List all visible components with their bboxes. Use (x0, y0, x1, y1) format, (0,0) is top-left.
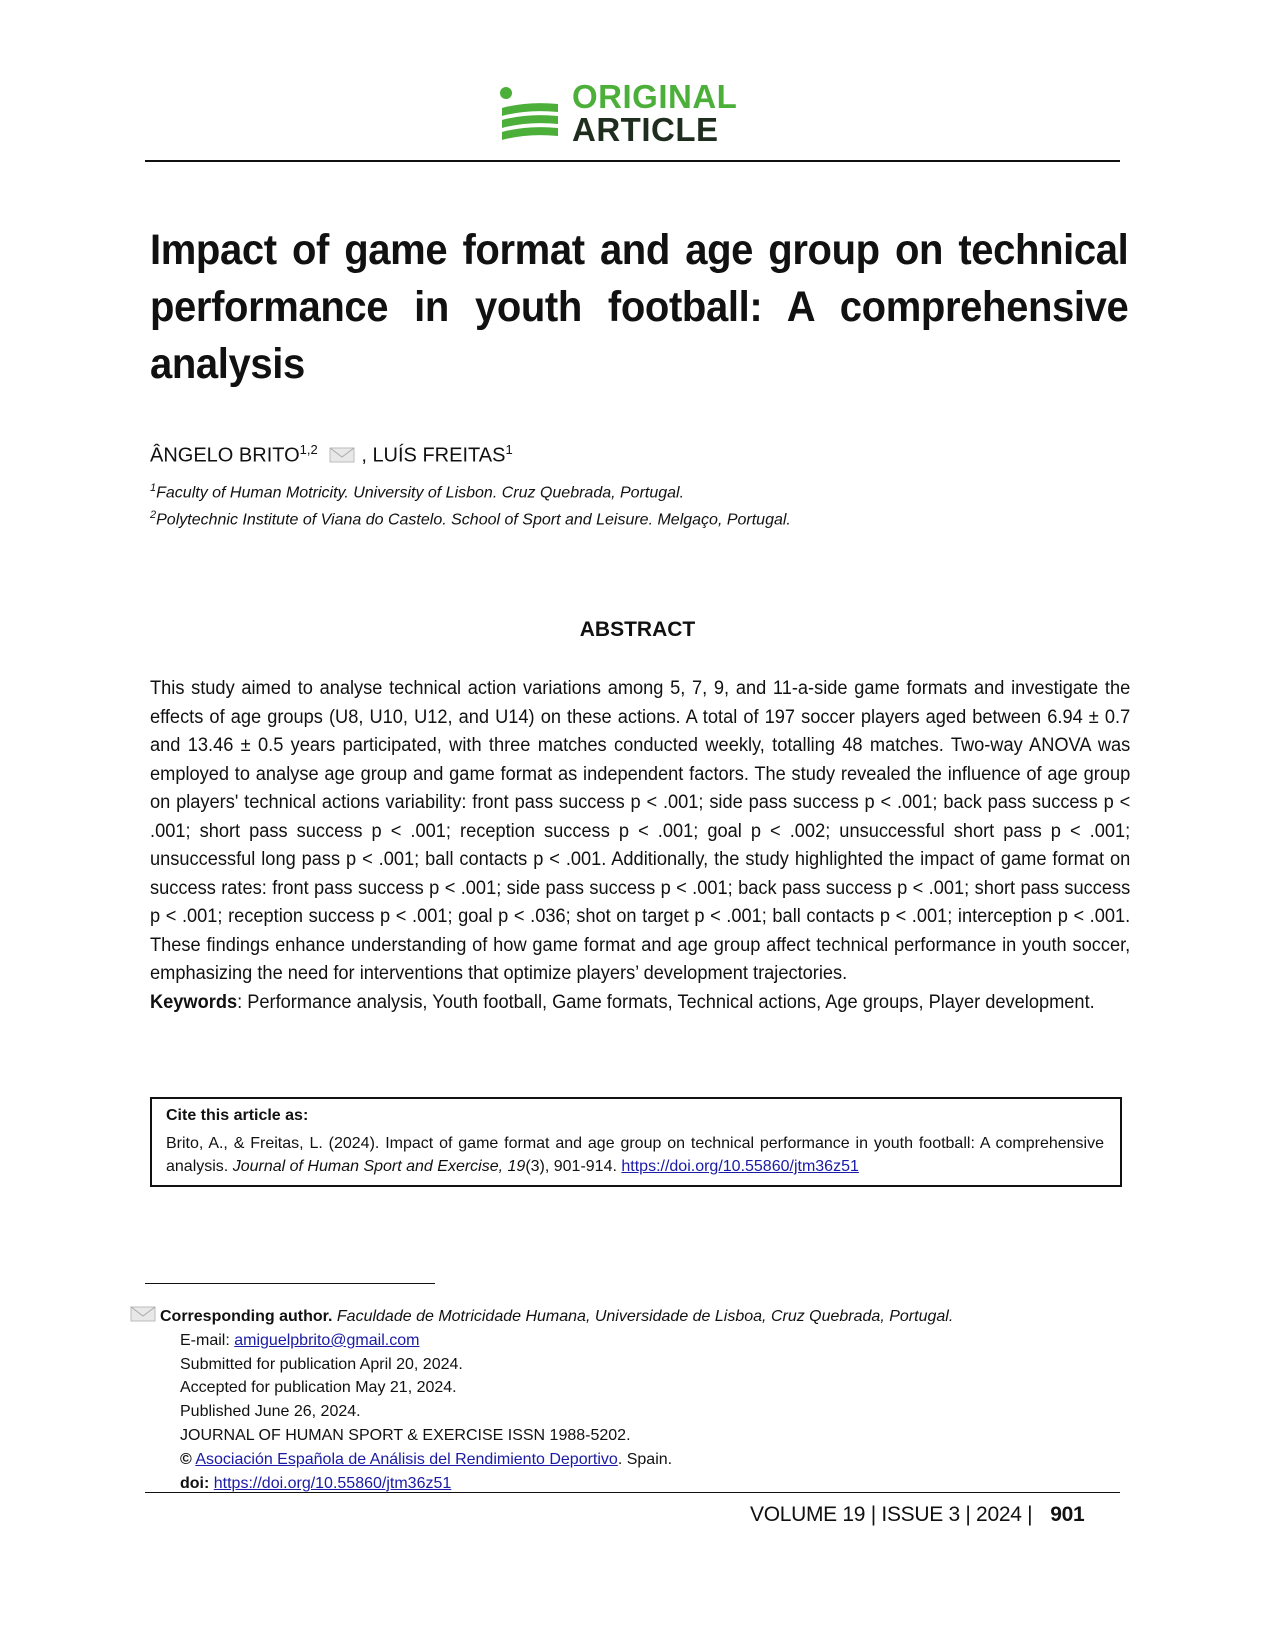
affiliation-text: Faculty of Human Motricity. University of Lisbon. Cruz Quebrada, Portugal. (156, 484, 685, 502)
affiliation (150, 482, 684, 502)
citation-authors: Brito, A., & Freitas, L. (2024). Impact of game format and age group on technical performance in youth football: A comprehensive analysis. (166, 1135, 1104, 1175)
affiliation-text: Polytechnic Institute of Viana do Castelo. School of Sport and Leisure. Melgaço, Portugal. (156, 511, 791, 529)
page-number: 901 (1050, 1503, 1085, 1526)
author-affiliation-sup: 1,2 (299, 442, 318, 457)
author-list: ÂNGELO BRITO$^{1,2}$ , LUÍS FREITAS$^1$ (150, 442, 513, 467)
abstract-body (150, 674, 1130, 1016)
affiliation (150, 509, 791, 529)
abstract-heading: ABSTRACT (579, 618, 696, 641)
logo-line-original: ORIGINAL (572, 78, 738, 115)
logo-line-article: ARTICLE (572, 111, 719, 148)
citation-text (166, 1132, 1104, 1178)
email-line (130, 1329, 1130, 1353)
volume-issue: VOLUME 19 | ISSUE 3 | 2024 | (750, 1503, 1033, 1526)
copyright-symbol: © (180, 1450, 192, 1468)
author-affiliation-sup: 1 (505, 442, 513, 457)
copyright-line (130, 1448, 1130, 1472)
email-link[interactable]: amiguelpbrito@gmail.com (234, 1331, 420, 1349)
author-name: ÂNGELO BRITO (150, 444, 300, 467)
submitted-date: Submitted for publication April 20, 2024. (180, 1355, 463, 1373)
journal-issn: JOURNAL OF HUMAN SPORT & EXERCISE ISSN 1988-5202. (180, 1426, 631, 1444)
author-name: LUÍS FREITAS (372, 444, 506, 467)
corresponding-label: Corresponding author. (160, 1308, 333, 1325)
affiliation-sup: 1 (150, 482, 157, 494)
abstract-text: This study aimed to analyse technical action variations among 5, 7, 9, and 11-a-side game formats and investigate the effects of age groups (U8, U10, U12, and U14) on these actions. A total of 197 soccer players aged between 6.94 ± 0.7 and 13.46 ± 0.5 years participated, with three matches conducted weekly, totalling 48 matches. Two-way ANOVA was employed to analyse age group and game format as independent factors. The study revealed the influence of age group on players' technical actions variability: front pass success p < .001; side pass success p < .001; back pass success p < .001; short pass success p < .001; reception success p < .001; goal p < .002; unsuccessful short pass p < .001; unsuccessful long pass p < .001; ball contacts p < .001. Additionally, the study highlighted the impact of game format on success rates: front pass success p < .001; side pass success p < .001; back pass success p < .001; short pass success p < .001; reception success p < .001; goal p < .036; shot on target p < .001; ball contacts p < .001; interception p < .001. These findings enhance understanding of how game format and age group affect technical performance in youth soccer, emphasizing the need for interventions that optimize players’ development trajectories. (150, 677, 1131, 984)
email-label: E-mail: (180, 1331, 235, 1349)
published-date: Published June 26, 2024. (180, 1403, 361, 1421)
footnote-rule (145, 1283, 435, 1284)
envelope-icon (130, 1306, 156, 1322)
accepted-date: Accepted for publication May 21, 2024. (180, 1379, 457, 1397)
citation-box (150, 1097, 1122, 1187)
paper-title: Impact of game format and age group on technical performance in youth football: A comprehensive analysis (150, 226, 1129, 388)
keywords (150, 988, 1130, 1017)
logo-stripes-icon (500, 86, 558, 146)
corresponding-address: Faculdade de Motricidade Humana, Universidade de Lisboa, Cruz Quebrada, Portugal. (336, 1308, 954, 1325)
page-footer (750, 1503, 1084, 1527)
journal-logo (500, 78, 790, 154)
footer-rule (145, 1492, 1120, 1493)
citation-journal: Journal of Human Sport and Exercise, 19 (232, 1158, 526, 1175)
header-rule (145, 160, 1120, 162)
citation-heading: Cite this article as: (166, 1107, 309, 1124)
doi-link[interactable]: https://doi.org/10.55860/jtm36z51 (213, 1474, 452, 1492)
citation-doi-link[interactable]: https://doi.org/10.55860/jtm36z51 (621, 1158, 859, 1175)
affiliation-sup: 2 (150, 509, 157, 521)
society-link[interactable]: Asociación Española de Análisis del Rendimiento Deportivo (195, 1450, 618, 1468)
keywords-label: Keywords (150, 990, 238, 1013)
citation-issue: (3), 901-914. (525, 1158, 622, 1175)
envelope-icon[interactable] (329, 447, 355, 463)
corresponding-info (130, 1305, 1130, 1495)
doi-label: doi: (180, 1474, 214, 1492)
country: . Spain. (617, 1450, 673, 1468)
keywords-list: : Performance analysis, Youth football, Game formats, Technical actions, Age groups, Player development. (237, 990, 1095, 1013)
